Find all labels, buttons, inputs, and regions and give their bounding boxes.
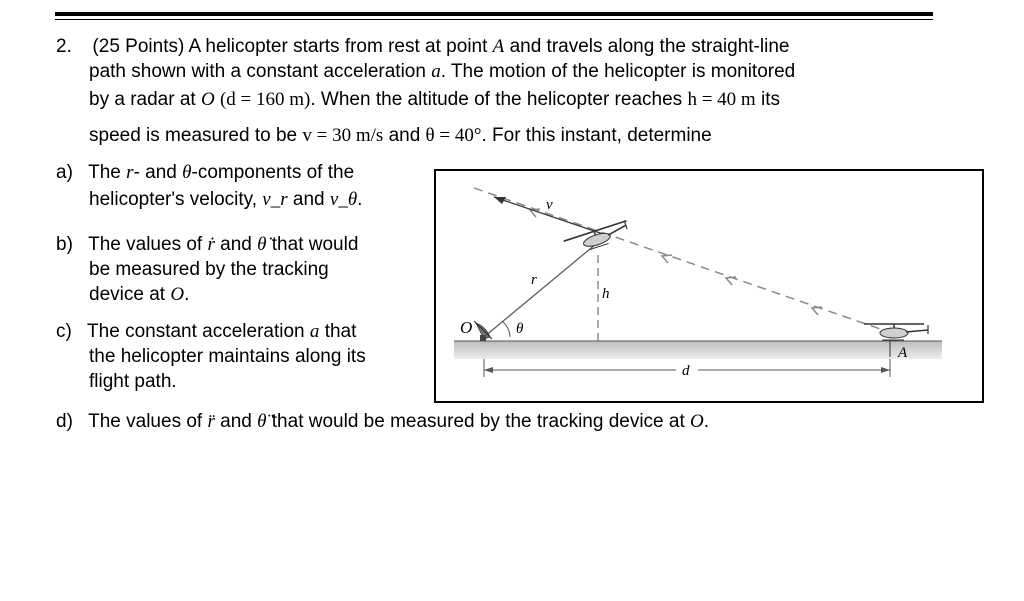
theta-arc (502, 321, 510, 337)
problem-line-2: path shown with a constant acceleration a. The motion of the helicopter is monitored (89, 61, 796, 82)
theta-expression: θ = 40° (425, 125, 482, 146)
top-rule-thin (55, 19, 933, 20)
problem-number: 2. (56, 36, 72, 57)
vtheta-symbol: v_θ (329, 189, 358, 210)
part-a-line-1: a) The r- and θ-components of the (56, 162, 355, 183)
part-a-label: a) (56, 162, 73, 183)
part-c-line-2: the helicopter maintains along its (89, 346, 366, 367)
part-c-label: c) (56, 321, 72, 342)
part-b-line-1: b) The values of ṙ and θ̇ that would (56, 234, 359, 255)
top-rule-thick (55, 12, 933, 16)
part-c-line-1: c) The constant acceleration a that (56, 321, 357, 342)
part-b-label: b) (56, 234, 73, 255)
problem-line-4: speed is measured to be v = 30 m/s and θ = 40°. For this instant, determine (89, 125, 712, 146)
problem-points: (25 Points) (92, 36, 185, 57)
d-expression: (d = 160 m) (219, 89, 311, 110)
part-d-label: d) (56, 411, 73, 432)
r-line (484, 244, 596, 337)
label-h: h (602, 286, 610, 302)
label-r: r (531, 272, 537, 288)
h-expression: h = 40 m (687, 89, 756, 110)
label-o: O (460, 318, 473, 337)
label-theta: θ (516, 321, 524, 337)
dim-arrow-left (484, 367, 493, 373)
part-c-line-3: flight path. (89, 371, 177, 392)
problem-line-3: by a radar at O (d = 160 m). When the altitude of the helicopter reaches h = 40 m its (89, 89, 780, 110)
helicopter-flying-icon (563, 220, 631, 257)
label-v: v (546, 197, 553, 213)
radar-dish-icon (474, 321, 492, 341)
helicopter-figure (434, 169, 984, 403)
dim-arrow-right (881, 367, 890, 373)
part-a-line-2: helicopter's velocity, v_r and v_θ. (89, 189, 363, 210)
point-a-symbol: A (492, 36, 505, 57)
figure-svg (436, 171, 986, 405)
ground (454, 341, 942, 359)
part-b-line-3: device at O. (89, 284, 190, 305)
v-expression: v = 30 m/s (302, 125, 384, 146)
part-b-line-2: be measured by the tracking (89, 259, 329, 280)
label-d: d (682, 363, 690, 379)
part-d-line-1: d) The values of r̈ and θ̈ that would be measured by the tracking device at O. (56, 411, 710, 432)
vr-symbol: v_r (262, 189, 288, 210)
label-a: A (898, 345, 908, 361)
problem-line-1: 2. (25 Points) A helicopter starts from rest at point A and travels along the straight-line (56, 36, 790, 57)
